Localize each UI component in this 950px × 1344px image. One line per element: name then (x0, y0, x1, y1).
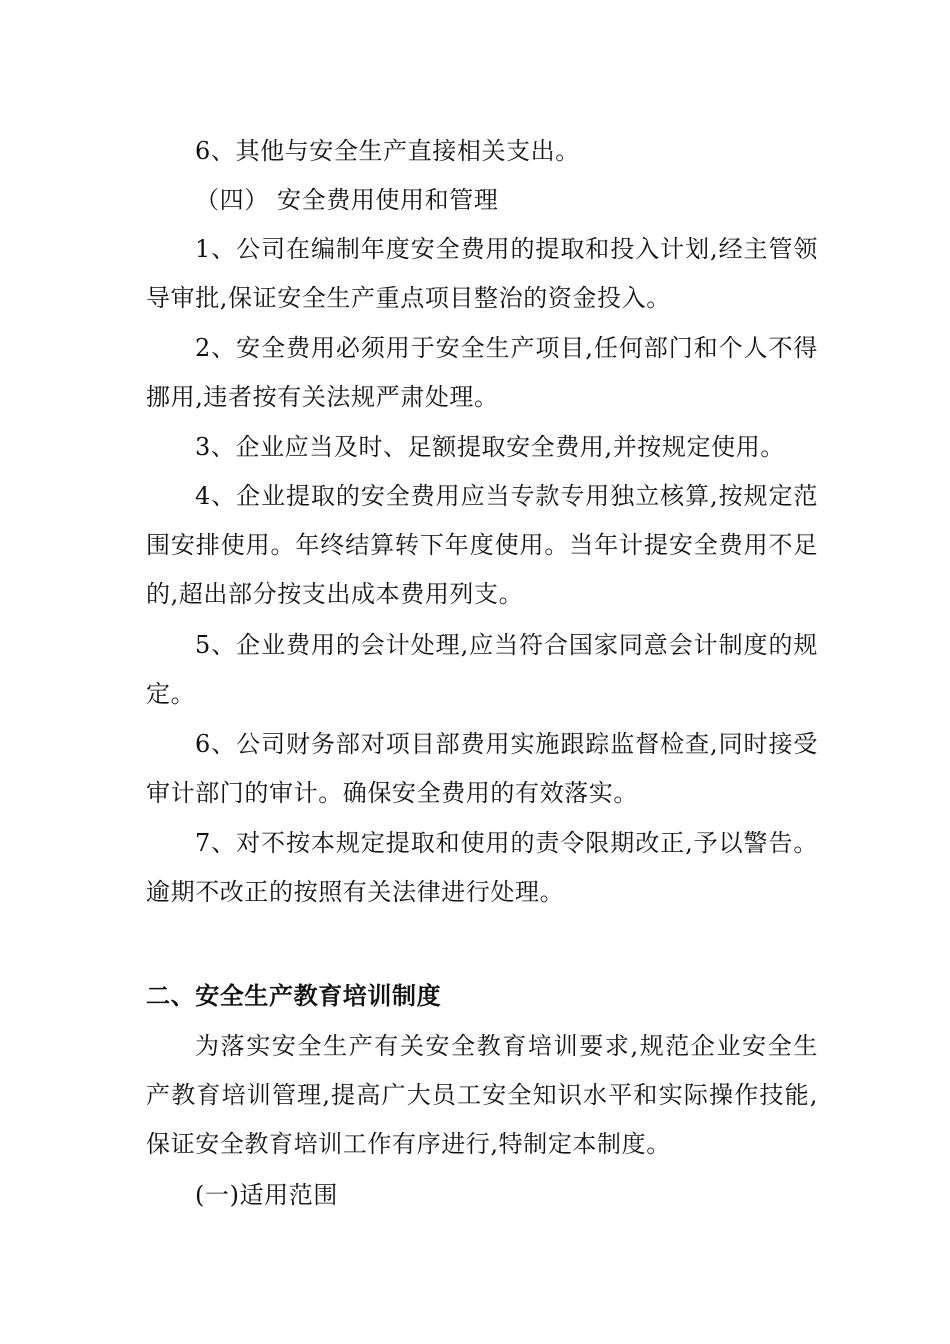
paragraph-item-2: 2、安全费用必须用于安全生产项目,任何部门和个人不得挪用,违者按有关法规严肃处理。 (146, 334, 818, 411)
paragraph-item-1: 1、公司在编制年度安全费用的提取和投入计划,经主管领导审批,保证安全生产重点项目整治的资金投入。 (146, 235, 818, 312)
paragraph-item-5: 5、企业费用的会计处理,应当符合国家同意会计制度的规定。 (146, 631, 818, 708)
subheading-fee-use-management: （四） 安全费用使用和管理 (195, 186, 499, 214)
paragraph-item-6: 6、公司财务部对项目部费用实施跟踪监督检查,同时接受审计部门的审计。确保安全费用的有效落实。 (146, 730, 818, 807)
subsection-heading-scope: (一)适用范围 (195, 1181, 338, 1209)
paragraph-item-3: 3、企业应当及时、足额提取安全费用,并按规定使用。 (195, 433, 785, 461)
paragraph-item-7: 7、对不按本规定提取和使用的责令限期改正,予以警告。逾期不改正的按照有关法律进行处理。 (146, 829, 818, 906)
section-heading: 二、安全生产教育培训制度 (146, 981, 442, 1010)
paragraph-other-expenses: 6、其他与安全生产直接相关支出。 (195, 137, 580, 165)
paragraph-item-4: 4、企业提取的安全费用应当专款专用独立核算,按规定范围安排使用。年终结算转下年度使用。当年计提安全费用不足的,超出部分按支出成本费用列支。 (146, 482, 818, 608)
section-intro-paragraph: 为落实安全生产有关安全教育培训要求,规范企业安全生产教育培训管理,提高广大员工安全知识水平和实际操作技能,保证安全教育培训工作有序进行,特制定本制度。 (146, 1032, 818, 1158)
